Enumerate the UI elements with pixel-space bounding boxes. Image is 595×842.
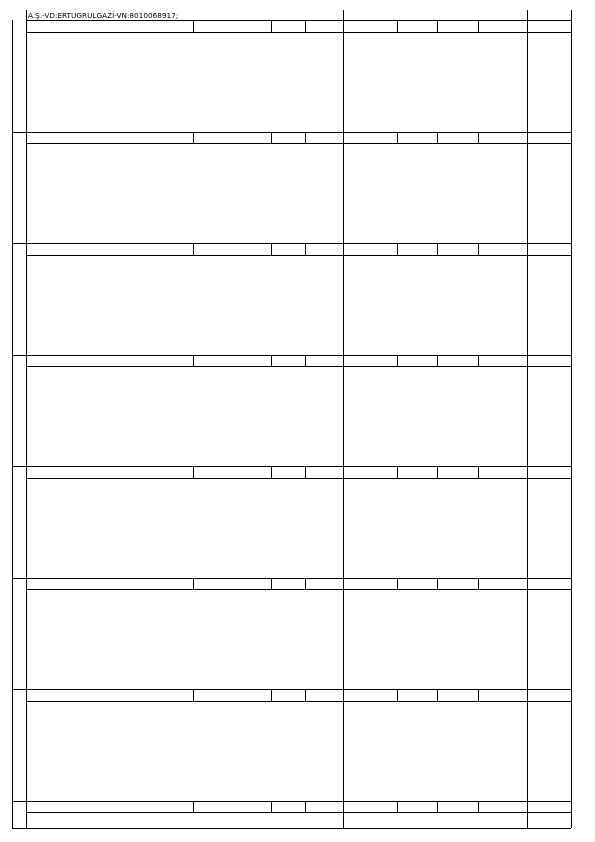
item-top-line bbox=[12, 355, 571, 356]
header-cell-separator bbox=[397, 243, 398, 255]
header-cell-separator bbox=[271, 689, 272, 701]
header-cell-separator bbox=[437, 132, 438, 144]
header-cell-separator bbox=[193, 578, 194, 590]
header-cell-separator bbox=[305, 132, 306, 144]
item-header-bottom-line bbox=[26, 478, 571, 479]
header-cell-separator bbox=[193, 20, 194, 32]
header-cell-separator bbox=[271, 20, 272, 32]
header-cell-separator bbox=[437, 243, 438, 255]
header-cell-separator bbox=[305, 689, 306, 701]
table-left-border bbox=[26, 10, 27, 828]
header-cell-separator bbox=[193, 355, 194, 367]
item-header-bottom-line bbox=[26, 589, 571, 590]
header-cell-separator bbox=[437, 355, 438, 367]
header-cell-separator bbox=[271, 466, 272, 478]
header-cell-separator bbox=[437, 801, 438, 813]
header-cell-separator bbox=[271, 801, 272, 813]
item-top-line bbox=[12, 801, 571, 802]
header-cell-separator bbox=[478, 132, 479, 144]
item-header-bottom-line bbox=[26, 366, 571, 367]
header-cell-separator bbox=[305, 20, 306, 32]
header-cell-separator bbox=[478, 20, 479, 32]
item-top-line bbox=[12, 689, 571, 690]
dib-column-border bbox=[343, 10, 344, 828]
item-header-bottom-line bbox=[26, 32, 571, 33]
item-header-bottom-line bbox=[26, 812, 571, 813]
tax-column-border bbox=[527, 10, 528, 828]
table-bottom-line bbox=[12, 828, 571, 829]
header-cell-separator bbox=[305, 801, 306, 813]
top-continuation-line: A.Ş.-VD:ERTUGRULGAZİ-VN:8010068917; bbox=[28, 11, 179, 20]
header-cell-separator bbox=[305, 466, 306, 478]
header-cell-separator bbox=[193, 132, 194, 144]
header-cell-separator bbox=[271, 578, 272, 590]
item-top-line bbox=[12, 243, 571, 244]
header-cell-separator bbox=[271, 355, 272, 367]
header-cell-separator bbox=[397, 20, 398, 32]
header-cell-separator bbox=[397, 355, 398, 367]
header-cell-separator bbox=[478, 689, 479, 701]
row-number-border bbox=[12, 20, 13, 828]
header-cell-separator bbox=[397, 801, 398, 813]
item-top-line bbox=[12, 466, 571, 467]
table-right-border bbox=[571, 10, 572, 828]
item-header-bottom-line bbox=[26, 701, 571, 702]
header-cell-separator bbox=[437, 578, 438, 590]
header-cell-separator bbox=[478, 801, 479, 813]
item-top-line bbox=[12, 578, 571, 579]
header-cell-separator bbox=[271, 243, 272, 255]
header-cell-separator bbox=[478, 355, 479, 367]
header-cell-separator bbox=[397, 689, 398, 701]
header-cell-separator bbox=[478, 243, 479, 255]
header-cell-separator bbox=[478, 578, 479, 590]
header-cell-separator bbox=[437, 20, 438, 32]
header-cell-separator bbox=[271, 132, 272, 144]
header-cell-separator bbox=[193, 801, 194, 813]
item-header-bottom-line bbox=[26, 255, 571, 256]
header-cell-separator bbox=[305, 355, 306, 367]
header-cell-separator bbox=[437, 466, 438, 478]
header-cell-separator bbox=[305, 243, 306, 255]
first-row-line bbox=[26, 20, 571, 21]
header-cell-separator bbox=[437, 689, 438, 701]
header-cell-separator bbox=[397, 578, 398, 590]
header-cell-separator bbox=[478, 466, 479, 478]
item-header-bottom-line bbox=[26, 143, 571, 144]
header-cell-separator bbox=[397, 466, 398, 478]
header-cell-separator bbox=[305, 578, 306, 590]
header-cell-separator bbox=[193, 243, 194, 255]
header-cell-separator bbox=[397, 132, 398, 144]
header-cell-separator bbox=[193, 689, 194, 701]
header-cell-separator bbox=[193, 466, 194, 478]
item-top-line bbox=[12, 132, 571, 133]
